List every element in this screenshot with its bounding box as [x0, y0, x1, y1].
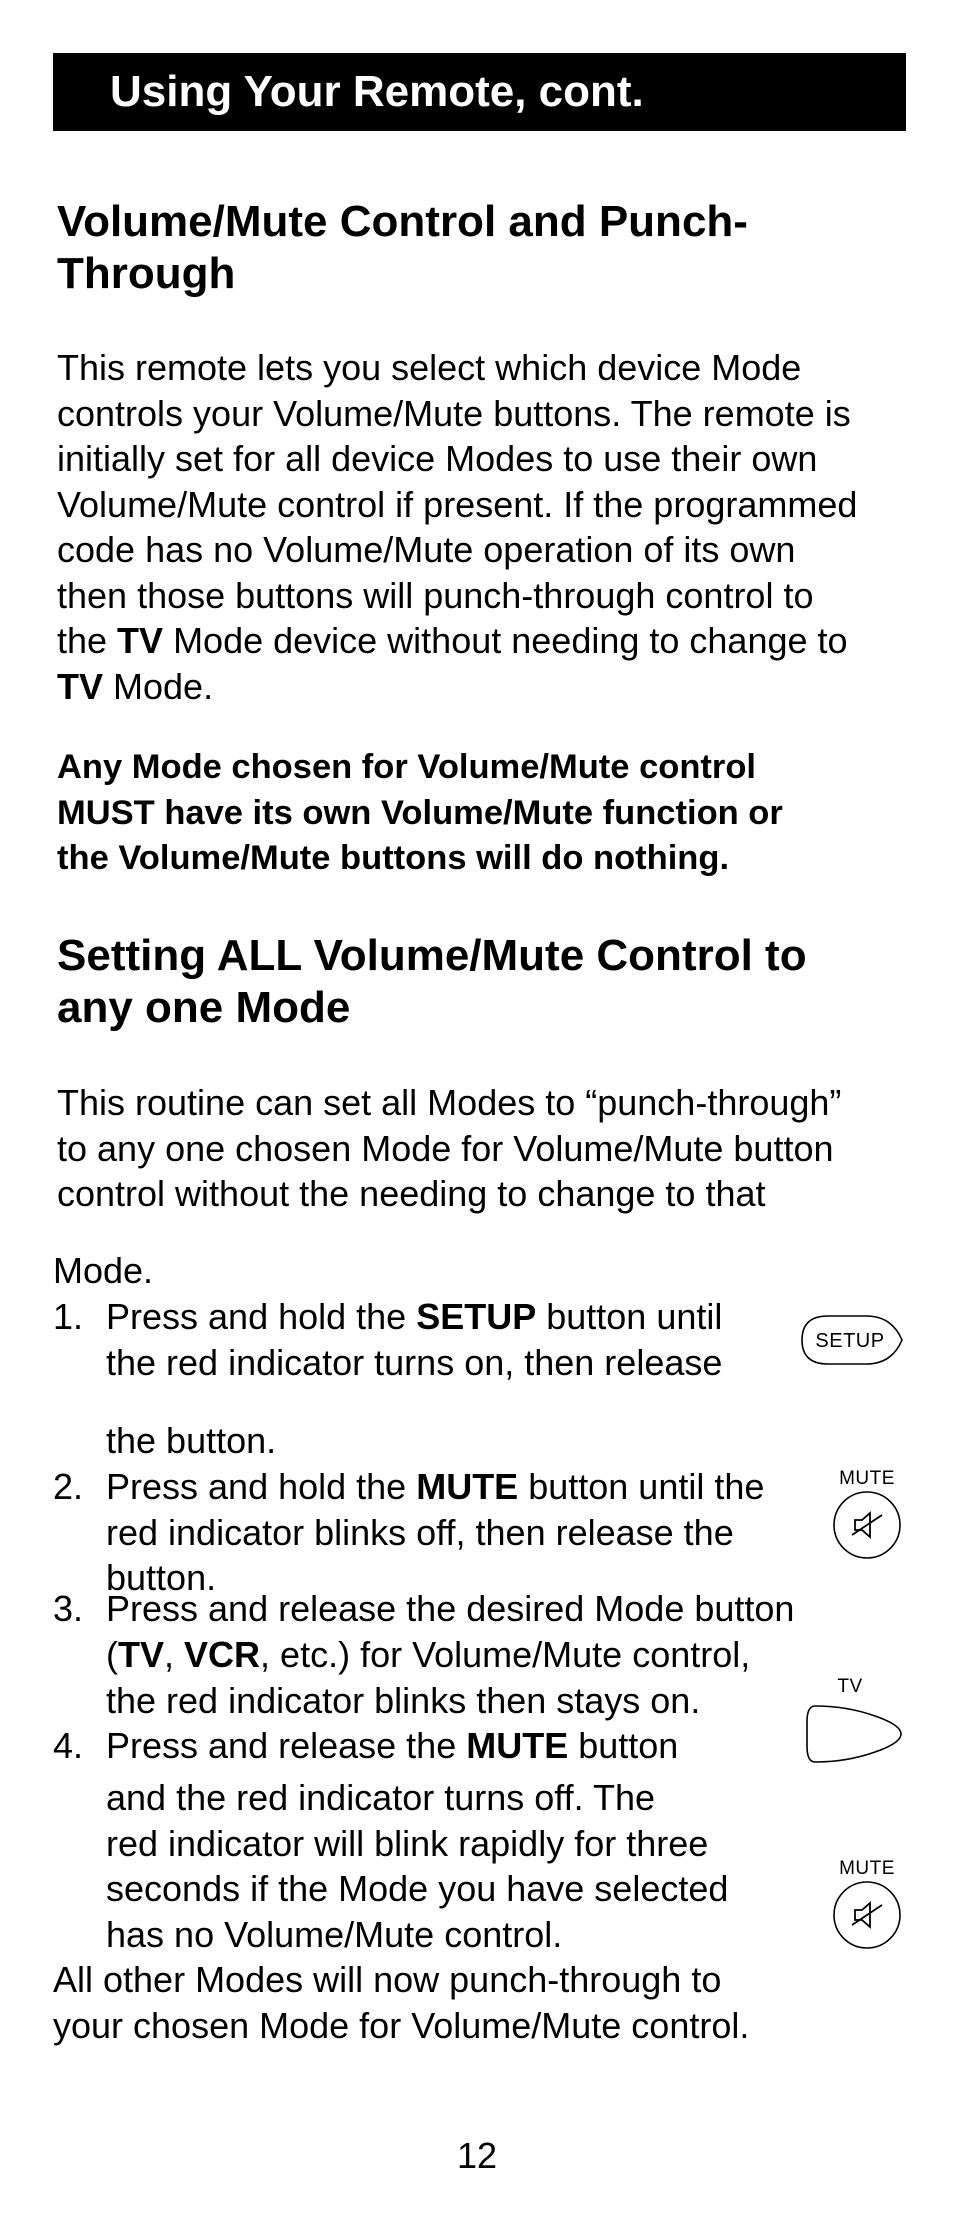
step-4-line — [106, 1723, 678, 1769]
text-run: button until the — [518, 1466, 765, 1507]
text-run: Press and hold the — [106, 1466, 417, 1507]
paragraph-line: controls your Volume/Mute buttons. The remote is — [57, 392, 851, 434]
heading-line: Setting ALL Volume/Mute Control to — [57, 931, 807, 980]
section-heading-setting-all — [57, 930, 807, 1034]
paragraph-line: This remote lets you select which device Mode — [57, 347, 802, 388]
mute-icon-caption: MUTE — [839, 1858, 895, 1879]
heading-line: Through — [57, 249, 236, 298]
step-2-line — [106, 1464, 764, 1510]
vcr-mode-term: VCR — [184, 1634, 261, 1675]
paragraph-line: code has no Volume/Mute operation of its own — [57, 529, 796, 570]
text-run: button — [568, 1725, 679, 1766]
header-banner — [53, 53, 906, 131]
step-2-line: button. — [106, 1557, 217, 1598]
text-run: ( — [106, 1634, 118, 1675]
text-run: button until — [536, 1296, 723, 1337]
mute-icon-caption: MUTE — [839, 1468, 895, 1489]
mute-button-icon — [832, 1490, 902, 1560]
setup-icon-label: SETUP — [815, 1330, 885, 1352]
text-run: the — [57, 620, 118, 661]
mute-term: MUTE — [416, 1466, 519, 1507]
setup-button-icon — [788, 1308, 906, 1372]
step-4-line: has no Volume/Mute control. — [106, 1914, 563, 1955]
step-3-line — [106, 1632, 750, 1678]
text-run: Press and release the — [106, 1725, 467, 1766]
tv-mode-term: TV — [57, 665, 104, 707]
paragraph-line: then those buttons will punch-through control to — [57, 574, 814, 616]
section-heading-volume-mute — [57, 196, 748, 300]
routine-intro-paragraph — [57, 1080, 841, 1217]
page-title: Using Your Remote, cont. — [110, 67, 644, 116]
routine-intro-tail: Mode. — [53, 1250, 154, 1291]
text-run: , — [164, 1634, 185, 1675]
step-2-line: red indicator blinks off, then release the — [106, 1512, 734, 1553]
paragraph-line: This routine can set all Modes to “punch-through” — [57, 1082, 842, 1123]
closing-line: All other Modes will now punch-through to — [53, 1959, 722, 2000]
step-number: 3. — [53, 1588, 84, 1629]
tv-button-icon — [803, 1700, 905, 1766]
step-4-line: seconds if the Mode you have selected — [106, 1868, 729, 1909]
step-1-line: the button. — [106, 1420, 277, 1461]
step-3-line: Press and release the desired Mode button — [106, 1588, 795, 1629]
intro-paragraph — [57, 345, 857, 709]
text-run: Mode device without needing to change to — [163, 620, 848, 661]
text-run: Press and hold the — [106, 1296, 417, 1337]
step-4-line: and the red indicator turns off. The — [106, 1777, 656, 1818]
heading-line: any one Mode — [57, 983, 351, 1032]
text-run: Mode. — [103, 665, 214, 707]
warning-line: MUST have its own Volume/Mute function or — [57, 793, 783, 832]
paragraph-line — [57, 618, 857, 664]
step-number: 2. — [53, 1466, 84, 1507]
step-number: 1. — [53, 1296, 84, 1337]
step-1-line — [106, 1294, 722, 1340]
warning-paragraph — [57, 745, 783, 882]
text-run: , etc.) for Volume/Mute control, — [260, 1634, 751, 1675]
paragraph-line — [57, 664, 857, 710]
step-number: 4. — [53, 1725, 84, 1766]
closing-line: your chosen Mode for Volume/Mute control. — [53, 2005, 750, 2046]
paragraph-line: control without the needing to change to that — [57, 1173, 766, 1214]
tv-mode-term: TV — [118, 1634, 165, 1675]
warning-line: Any Mode chosen for Volume/Mute control — [57, 748, 756, 786]
step-1-line: the red indicator turns on, then release — [106, 1342, 723, 1383]
mute-term: MUTE — [466, 1725, 569, 1766]
step-4-line: red indicator will blink rapidly for three — [106, 1823, 709, 1864]
paragraph-line: Volume/Mute control if present. If the programmed — [57, 483, 858, 525]
page-number: 12 — [456, 2135, 498, 2176]
step-3-line: the red indicator blinks then stays on. — [106, 1680, 701, 1721]
mute-button-icon — [832, 1880, 902, 1950]
warning-line: the Volume/Mute buttons will do nothing. — [57, 839, 730, 877]
paragraph-line: initially set for all device Modes to use their own — [57, 438, 818, 479]
tv-mode-term: TV — [117, 620, 164, 661]
setup-term: SETUP — [416, 1296, 537, 1337]
tv-icon-caption: TV — [837, 1676, 863, 1697]
paragraph-line: to any one chosen Mode for Volume/Mute button — [57, 1127, 834, 1169]
heading-line: Volume/Mute Control and Punch- — [57, 197, 748, 246]
